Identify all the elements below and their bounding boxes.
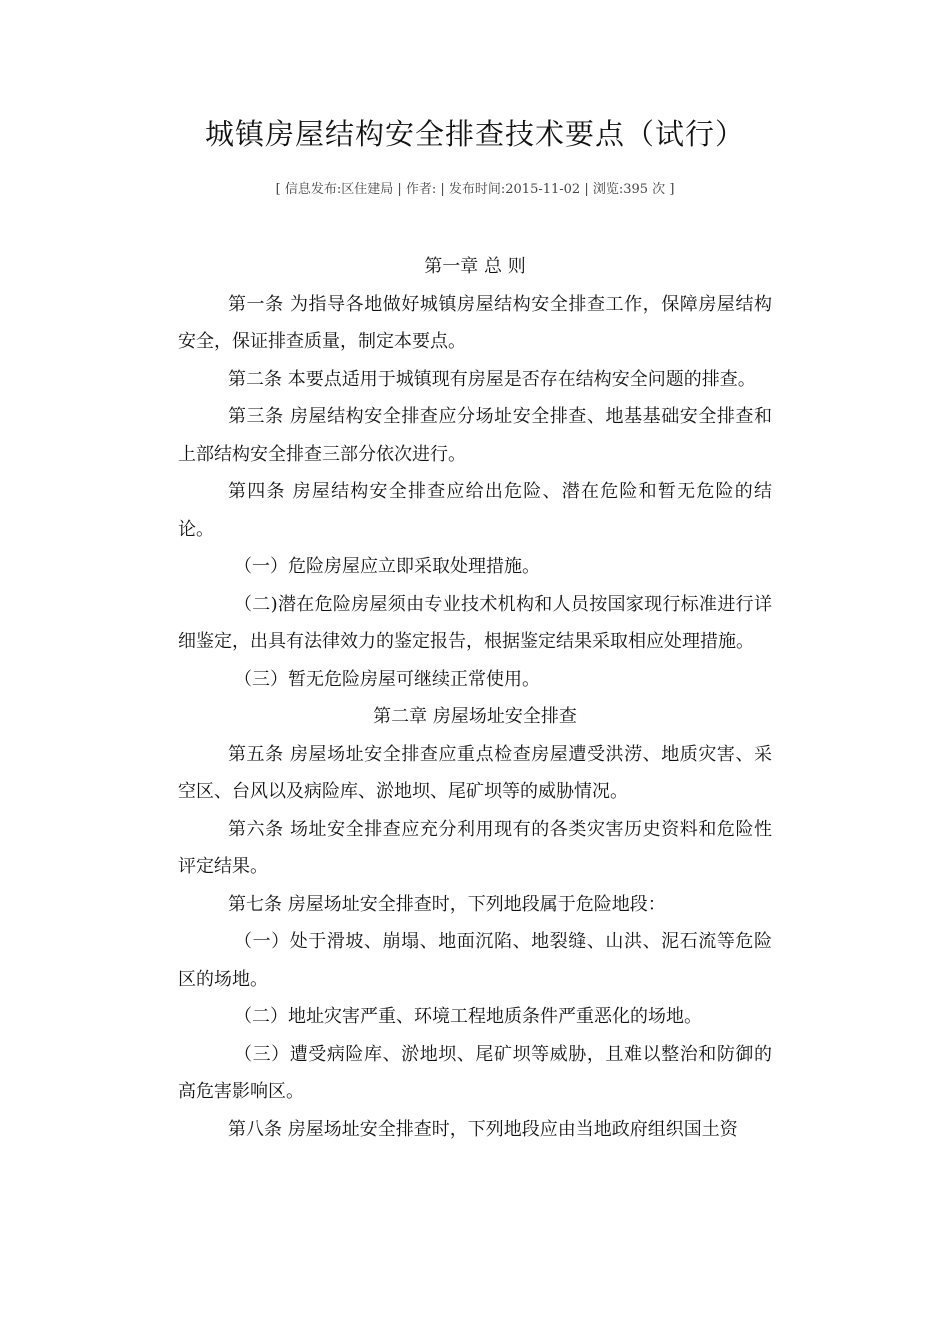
- meta-views: 浏览:395 次 ]: [592, 182, 675, 197]
- article-paragraph: 第七条 房屋场址安全排查时，下列地段属于危险地段：: [228, 893, 666, 915]
- article-paragraph: 第二条 本要点适用于城镇现有房屋是否存在结构安全问题的排查。: [228, 368, 756, 390]
- list-item-paragraph: （三）暂无危险房屋可继续正常使用。: [234, 668, 540, 690]
- meta-publisher: [ 信息发布:区住建局 |: [275, 182, 406, 197]
- meta-date: 发布时间:2015-11-02 |: [448, 182, 593, 197]
- article-paragraph: 第八条 房屋场址安全排查时，下列地段应由当地政府组织国土资: [228, 1118, 738, 1140]
- document-title: 城镇房屋结构安全排查技术要点（试行）: [204, 117, 745, 151]
- article-paragraph: 第五条 房屋场址安全排查应重点检查房屋遭受洪涝、地质灾害、采空区、台风以及病险库、淤地坝、尾矿坝等的威胁情况。: [178, 743, 772, 802]
- list-item-paragraph: （一）处于滑坡、崩塌、地面沉陷、地裂缝、山洪、泥石流等危险区的场地。: [178, 931, 772, 990]
- article-paragraph: 第三条 房屋结构安全排查应分场址安全排查、地基基础安全排查和上部结构安全排查三部分依次进行。: [178, 406, 772, 465]
- article-paragraph: 第四条 房屋结构安全排查应给出危险、潜在危险和暂无危险的结论。: [178, 481, 772, 540]
- article-meta: [0, 178, 950, 197]
- article-paragraph: 第六条 场址安全排查应充分利用现有的各类灾害历史资料和危险性评定结果。: [178, 818, 772, 877]
- meta-author: 作者: |: [405, 182, 449, 197]
- article-body: [178, 248, 772, 1148]
- list-item-paragraph: （二)潜在危险房屋须由专业技术机构和人员按国家现行标准进行详细鉴定，出具有法律效力的鉴定报告，根据鉴定结果采取相应处理措施。: [178, 593, 772, 652]
- chapter-heading: 第一章 总 则: [424, 256, 526, 277]
- list-item-paragraph: （二）地址灾害严重、环境工程地质条件严重恶化的场地。: [234, 1006, 702, 1027]
- chapter-heading: 第二章 房屋场址安全排查: [373, 706, 577, 727]
- list-item-paragraph: （一）危险房屋应立即采取处理措施。: [234, 556, 540, 577]
- article-paragraph: 第一条 为指导各地做好城镇房屋结构安全排查工作，保障房屋结构安全，保证排查质量，制定本要点。: [178, 293, 772, 352]
- list-item-paragraph: （三）遭受病险库、淤地坝、尾矿坝等威胁，且难以整治和防御的高危害影响区。: [178, 1043, 772, 1102]
